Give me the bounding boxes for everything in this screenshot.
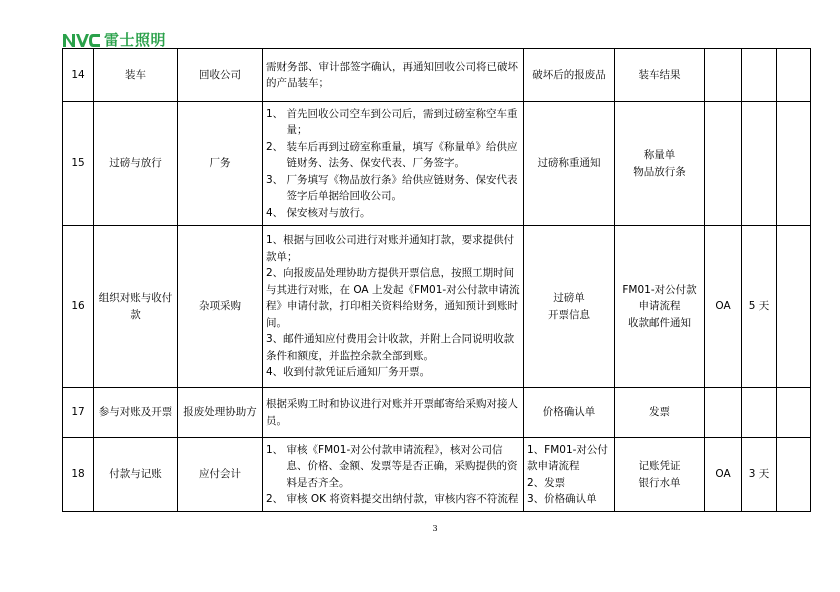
step-number: 17 (63, 388, 94, 438)
company-logo (62, 30, 166, 50)
step-name: 装车 (94, 49, 178, 102)
step-duration (742, 49, 777, 102)
empty-cell (777, 102, 811, 226)
empty-cell (777, 226, 811, 388)
page-number: 3 (432, 524, 438, 533)
step-description: 需财务部、审计部签字确认，再通知回收公司将已破坏的产品装车； (263, 49, 524, 102)
step-system (705, 49, 742, 102)
table-row (63, 388, 811, 438)
step-duration: 5 天 (742, 226, 777, 388)
step-input: 破坏后的报废品 (524, 49, 615, 102)
step-input: 1、FM01-对公付 款申请流程 2、发票 3、价格确认单 (524, 438, 615, 512)
step-number: 18 (63, 438, 94, 512)
step-name: 过磅与放行 (94, 102, 178, 226)
empty-cell (777, 388, 811, 438)
step-output: 发票 (615, 388, 705, 438)
step-owner: 应付会计 (178, 438, 263, 512)
step-number: 15 (63, 102, 94, 226)
step-description: 1、根据与回收公司进行对账并通知打款，要求提供付款单； 2、向报废品处理协助方提供开票信息，按照工期时间与其进行对账，在 OA 上发起《FM01-对公付款申请流程》申请付款，打印相关资料给财务，通知预计到账时间。 3、邮件通知应付费用会计收款，并附上合同说明收款条件和额度，并监控余款全部到账。 4、收到付款凭证后通知厂务开票。 (263, 226, 524, 388)
step-output: 装车结果 (615, 49, 705, 102)
step-input: 过磅单 开票信息 (524, 226, 615, 388)
table-row (63, 226, 811, 388)
step-owner: 厂务 (178, 102, 263, 226)
step-input: 价格确认单 (524, 388, 615, 438)
step-output: FM01-对公付款 申请流程 收款邮件通知 (615, 226, 705, 388)
step-input: 过磅称重通知 (524, 102, 615, 226)
step-name: 参与对账及开票 (94, 388, 178, 438)
step-owner: 回收公司 (178, 49, 263, 102)
nvc-logo-icon (62, 32, 102, 48)
step-system (705, 388, 742, 438)
process-table (62, 48, 811, 512)
step-name: 组织对账与收付款 (94, 226, 178, 388)
step-system (705, 102, 742, 226)
step-name: 付款与记账 (94, 438, 178, 512)
step-number: 16 (63, 226, 94, 388)
step-owner: 杂项采购 (178, 226, 263, 388)
step-number: 14 (63, 49, 94, 102)
step-output: 记账凭证 银行水单 (615, 438, 705, 512)
step-output: 称量单 物品放行条 (615, 102, 705, 226)
logo-text: 雷士照明 (104, 31, 167, 49)
table-row (63, 438, 811, 512)
step-system: OA (705, 226, 742, 388)
step-description: 1、 首先回收公司空车到公司后，需到过磅室称空车重量； 2、 装车后再到过磅室称重量，填写《称量单》给供应链财务、法务、保安代表、厂务签字。 3、 厂务填写《物品放行条》给供应链财务、保安代表签字后单据给回收公司。 4、 保安核对与放行。 (263, 102, 524, 226)
empty-cell (777, 49, 811, 102)
step-duration (742, 102, 777, 226)
step-description: 根据采购工时和协议进行对账并开票邮寄给采购对接人员。 (263, 388, 524, 438)
step-duration: 3 天 (742, 438, 777, 512)
table-row (63, 102, 811, 226)
step-duration (742, 388, 777, 438)
step-owner: 报废处理协助方 (178, 388, 263, 438)
step-system: OA (705, 438, 742, 512)
empty-cell (777, 438, 811, 512)
step-description: 1、 审核《FM01-对公付款申请流程》，核对公司信息、价格、金额、发票等是否正确，采购提供的资料是否齐全。 2、 审核 OK 将资料提交出纳付款，审核内容不符流程 (263, 438, 524, 512)
table-row (63, 49, 811, 102)
